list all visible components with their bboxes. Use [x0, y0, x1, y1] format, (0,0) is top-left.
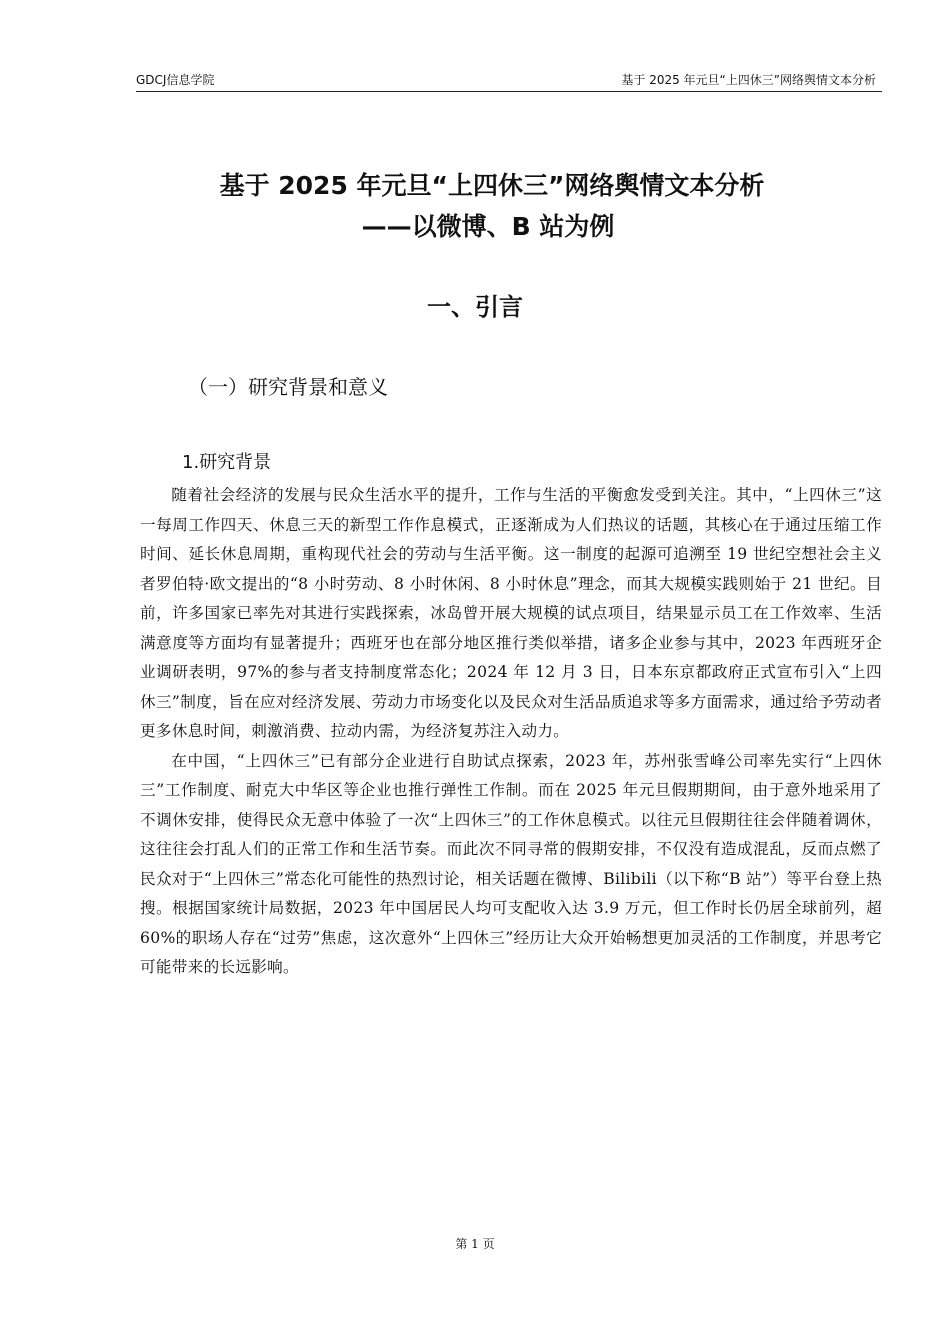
body-text	[140, 481, 882, 983]
header-document-title: 基于 2025 年元旦“上四休三”网络舆情文本分析	[621, 73, 876, 87]
paragraph: 随着社会经济的发展与民众生活水平的提升，工作与生活的平衡愈发受到关注。其中，“上四休三”这一每周工作四天、休息三天的新型工作作息模式，正逐渐成为人们热议的话题，其核心在于通过压缩工作时间、延长休息周期，重构现代社会的劳动与生活平衡。这一制度的起源可追溯至 19 世纪空想社会主义者罗伯特·欧文提出的“8 小时劳动、8 小时休闲、8 小时休息”理念，而其大规模实践则始于 21 世纪。目前，许多国家已率先对其进行实践探索，冰岛曾开展大规模的试点项目，结果显示员工在工作效率、生活满意度等方面均有显著提升；西班牙也在部分地区推行类似举措，诸多企业参与其中，2023 年西班牙企业调研表明，97%的参与者支持制度常态化；2024 年 12 月 3 日，日本东京都政府正式宣布引入“上四休三”制度，旨在应对经济发展、劳动力市场变化以及民众对生活品质追求等多方面需求，通过给予劳动者更多休息时间，刺激消费、拉动内需，为经济复苏注入动力。	[140, 486, 882, 740]
section-heading: 一、引言	[427, 293, 523, 321]
subsection-heading: （一）研究背景和意义	[188, 375, 388, 399]
subsubsection-heading: 1.研究背景	[182, 452, 272, 473]
document-subtitle: ——以微博、B 站为例	[361, 212, 615, 241]
running-header	[136, 70, 882, 92]
paragraph: 在中国，“上四休三”已有部分企业进行自助试点探索，2023 年，苏州张雪峰公司率先实行“上四休三”工作制度、耐克大中华区等企业也推行弹性工作制。而在 2025 年元旦假期期间，由于意外地采用了不调休安排，使得民众无意中体验了一次“上四休三”的工作休息模式。以往元旦假期往往会伴随着调休，这往往会打乱人们的正常工作和生活节奏。而此次不同寻常的假期安排，不仅没有造成混乱，反而点燃了民众对于“上四休三”常态化可能性的热烈讨论，相关话题在微博、Bilibili（以下称“B 站”）等平台登上热搜。根据国家统计局数据，2023 年中国居民人均可支配收入达 3.9 万元，但工作时长仍居全球前列，超 60%的职场人存在“过劳”焦虑，这次意外“上四休三”经历让大众开始畅想更加灵活的工作制度，并思考它可能带来的长远影响。	[140, 751, 882, 976]
document-title: 基于 2025 年元旦“上四休三”网络舆情文本分析	[219, 171, 765, 200]
page-number: 第 1 页	[455, 1237, 495, 1251]
header-institution: GDCJ信息学院	[136, 73, 215, 87]
